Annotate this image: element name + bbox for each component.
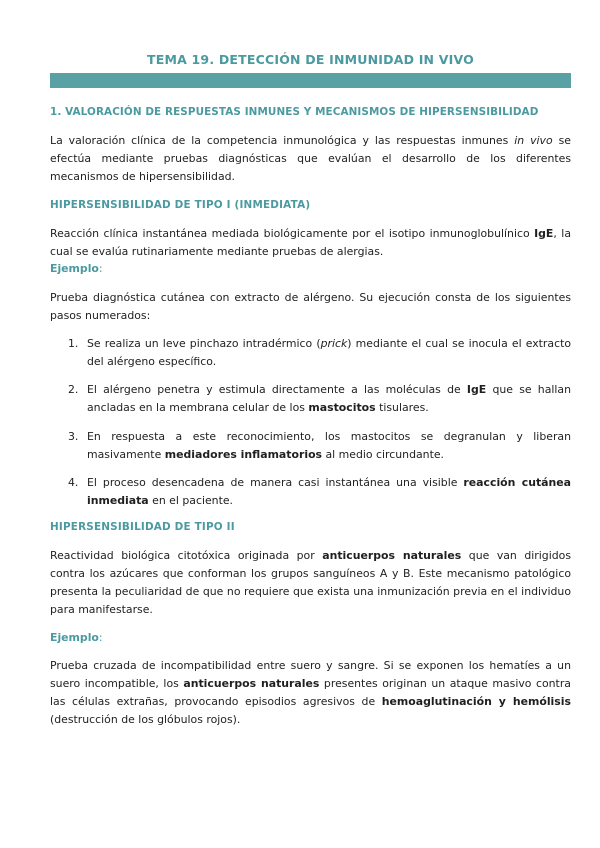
text-run: Reacción clínica instantánea mediada biológicamente por el isotipo inmunoglobulínico [50,227,535,240]
page-title: TEMA 19. DETECCIÓN DE INMUNIDAD IN VIVO [147,52,474,67]
text-run: que se hallan ancladas en la membrana celular de los [87,383,571,414]
bold-term: reacción cutánea inmediata [87,476,571,507]
text-run: Reactividad biológica citotóxica originada por [50,549,323,562]
type2-heading: HIPERSENSIBILIDAD DE TIPO II [50,521,235,533]
bold-term: anticuerpos naturales [183,677,320,690]
type2-description [50,547,571,619]
type1-heading: HIPERSENSIBILIDAD DE TIPO I (INMEDIATA) [50,199,311,211]
text-run: en el paciente. [148,494,234,507]
bold-term: mastocitos [308,401,376,414]
emphasis-text: in vivo [514,134,553,147]
intro-paragraph [50,132,571,186]
list-number: 3. [68,430,79,443]
type2-example-text [50,657,571,729]
type1-description [50,225,571,261]
text-run: El alérgeno penetra y estimula directamente a las moléculas de [87,383,467,396]
text-run: ) mediante el cual se inocula el extracto del alérgeno específico. [87,337,572,368]
bold-term: hemoaglutinación y hemólisis [381,695,571,708]
title-underline-bar [50,73,571,88]
example-label-text: Ejemplo [50,631,99,644]
text-run: se efectúa mediante pruebas diagnósticas que evalúan el desarrollo de los diferentes mecanismos de hipersensibilidad. [50,134,571,183]
section-heading: 1. VALORACIÓN DE RESPUESTAS INMUNES Y MECANISMOS DE HIPERSENSIBILIDAD [50,106,539,118]
bold-term: IgE [534,227,554,240]
list-item [68,428,571,464]
bold-term: IgE [466,383,487,396]
list-number: 1. [68,337,79,350]
list-item [68,335,571,371]
text-run: al medio circundante. [322,448,445,461]
text-run: presentes originan un ataque masivo contra las células extrañas, provocando episodios agresivos de [50,677,571,708]
text-run: Prueba cruzada de incompatibilidad entre suero y sangre. Si se exponen los hematíes a un suero incompatible, los [50,659,571,690]
list-item [68,381,571,417]
text-run: Se realiza un leve pinchazo intradérmico ( [87,337,321,350]
emphasis-text: prick [320,337,348,350]
text-run: tisulares. [375,401,429,414]
text-run: , la cual se evalúa rutinariamente mediante pruebas de alergias. [50,227,571,258]
bold-term: anticuerpos naturales [322,549,462,562]
example-label-text: Ejemplo [50,262,99,275]
example-colon: : [98,631,103,644]
bold-term: mediadores inflamatorios [164,448,323,461]
list-number: 4. [68,476,79,489]
example-colon: : [98,262,103,275]
text-run: (destrucción de los glóbulos rojos). [50,713,241,726]
type1-example-text: Prueba diagnóstica cutánea con extracto de alérgeno. Su ejecución consta de los siguientes pasos numerados: [50,291,571,322]
list-item [68,474,571,510]
text-run: que van dirigidos contra los azúcares que conforman los grupos sanguíneos A y B. Este mecanismo patológico presenta la peculiaridad de que no requiere que exista una inmunización previa en el individuo para manifestarse. [50,549,571,616]
text-run: La valoración clínica de la competencia inmunológica y las respuestas inmunes [50,134,515,147]
text-run: En respuesta a este reconocimiento, los mastocitos se degranulan y liberan masivamente [87,430,571,461]
type1-example-label [50,262,103,275]
text-run: El proceso desencadena de manera casi instantánea una visible [87,476,464,489]
type2-example-label [50,631,103,644]
list-number: 2. [68,383,79,396]
